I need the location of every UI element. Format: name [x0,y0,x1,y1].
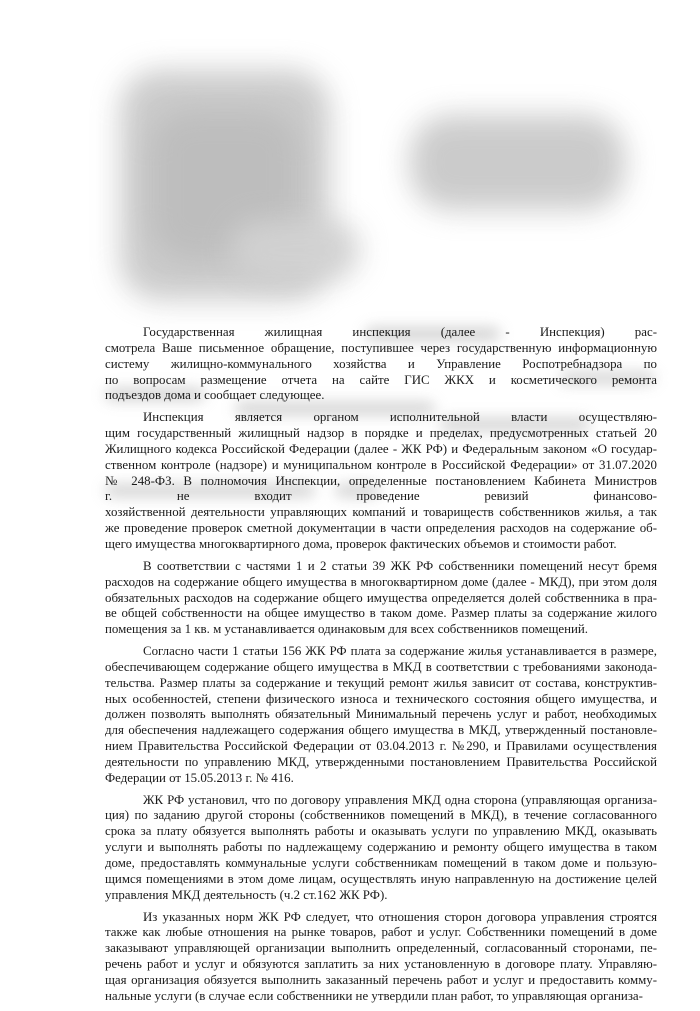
letter-body [105,325,657,1011]
text-line: смотрела Ваше письменное обращение, поступившее через государственную информационную [105,340,657,355]
text-line: услуги и выполнять работы по надлежащему содержанию и ремонту общего имущества в таком [105,840,657,855]
paragraph-management-contract [105,793,657,904]
text-line: ных особенностей, степени физического износа и технического состояния общего имущества, и [105,691,657,706]
text-line: Федерации от 15.05.2013 г. № 416. [105,770,294,785]
paragraph-article-39 [105,559,657,638]
text-line: подъездов дома и сообщает следующее. [105,388,325,403]
text-line: В соответствии с частями 1 и 2 статьи 39 ЖК РФ собственники помещений несут бремя [143,558,657,573]
text-line: нальные услуги (в случае если собственники не утвердили план работ, то управляющая организа- [105,988,643,1003]
text-line: систему жилищно-коммунального хозяйства и Управление Роспотребнадзора по [105,356,657,371]
text-line: Из указанных норм ЖК РФ следует, что отношения сторон договора управления строятся [143,909,657,924]
text-line: щимся помещениями в этом доме лицам, осуществлять иную направленную на достижение целей [105,871,657,886]
text-line: ве общей собственности на общее имущество в таком доме. Размер платы за содержание жилого [105,606,657,621]
paragraph-authority [105,410,657,553]
text-line: обеспечивающем содержание общего имущества в МКД в соответствии с требованиями законода- [105,659,657,674]
text-line: заказывают управляющей организации выполнить определенный, согласованный сторонами, пе- [105,941,657,956]
text-line: № 248-ФЗ. В полномочия Инспекции, определенные постановлением Кабинета Министров [105,473,657,488]
paragraph-article-156 [105,644,657,787]
redacted-header-right [410,115,625,210]
text-line: Государственная жилищная инспекция (далее - Инспекция) рас- [143,325,657,339]
text-line: хозяйственной деятельности управляющих компаний и товариществ собственников жилья, а так [105,505,657,520]
text-line: расходов на содержание общего имущества в многоквартирном доме (далее - МКД), при этом доля [105,574,657,589]
text-line: деятельности по управлению МКД, утвержденными постановлением Правительства Российской [105,754,657,769]
text-line: щего имущества многоквартирного дома, проверок фактических объемов и стоимости работ. [105,536,617,551]
paragraph-intro [105,325,657,404]
text-line: ственном контроле (надзоре) и муниципальном контроле в Российской Федерации» от 31.07.2020 [105,457,657,472]
text-line: управления МКД деятельность (ч.2 ст.162 ЖК РФ). [105,887,388,902]
redacted-header-center [230,220,360,280]
text-line: Инспекция является органом исполнительной власти осуществляю- [143,410,657,425]
text-line: по вопросам размещение отчета на сайте ГИС ЖКХ и косметического ремонта [105,372,657,387]
text-line: г. не входит проведение ревизий финансово- [105,489,657,504]
text-line: обязательных расходов на содержание общего имущества определяется долей собственника в пра- [105,590,657,605]
text-line: речень работ и услуг и обязуются заплатить за них установленную в договоре плату. Управляю- [105,957,657,972]
text-line: же проведение проверок сметной документации в части определения расходов на содержание об- [105,521,657,536]
text-line: доме, предоставлять коммунальные услуги собственникам помещений в таком доме и пользую- [105,856,657,870]
text-line: срока за плату обязуется выполнять работы и оказывать услуги по управлению МКД, оказывать [105,824,657,839]
text-line: должен позволять выполнять обязательный Минимальный перечень услуг и работ, необходимых [105,707,657,722]
text-line: ция) по заданию другой стороны (собственников помещений в МКД), в течение согласованного [105,808,657,823]
paragraph-market-relations [105,910,657,1005]
text-line: щим государственный жилищный надзор в порядке и пределах, предусмотренных статьей 20 [105,426,657,441]
text-line: также как любые отношения на рынке товаров, работ и услуг. Собственники помещений в доме [105,925,657,940]
text-line: помещения за 1 кв. м устанавливается одинаковым для всех собственников помещений. [105,622,589,637]
text-line: ЖК РФ установил, что по договору управления МКД одна сторона (управляющая организа- [143,792,657,807]
text-line: Согласно части 1 статьи 156 ЖК РФ плата за содержание жилья устанавливается в размере, [143,644,657,659]
text-line: для обеспечения надлежащего содержания общего имущества в МКД, утвержденный постановле- [105,723,657,738]
text-line: нием Правительства Российской Федерации от 03.04.2013 г. №290, и Правилами осуществления [105,739,657,754]
text-line: тельства. Размер платы за содержание и текущий ремонт жилья зависит от состава, конструктив- [105,675,657,690]
text-line: Жилищного кодекса Российской Федерации (далее - ЖК РФ) и Федеральным законом «О государ- [105,441,657,456]
text-line: щая организация обязуется выполнить заказанный перечень работ и услуг и предоставить комму- [105,972,657,987]
